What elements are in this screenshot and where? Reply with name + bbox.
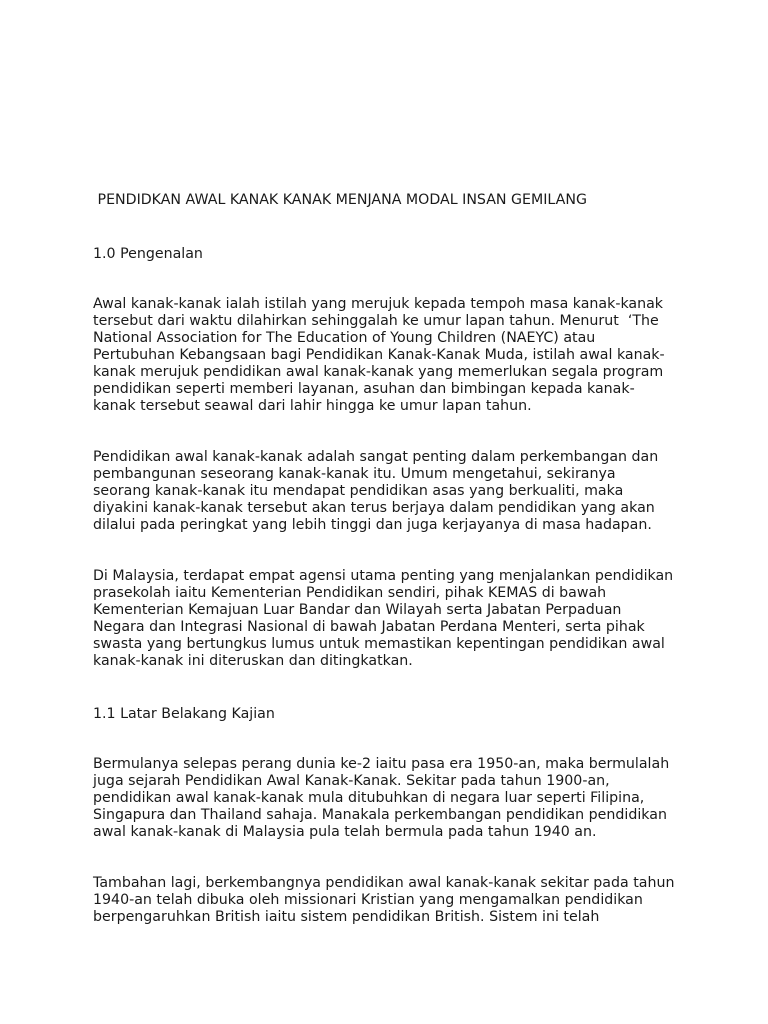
paragraph-line: Negara dan Integrasi Nasional di bawah Jabatan Perdana Menteri, serta pihak	[93, 619, 645, 635]
paragraph-awal-kanak-kanak	[93, 296, 733, 415]
paragraph-line: berpengaruhkan British iaitu sistem pendidikan British. Sistem ini telah	[93, 909, 600, 925]
paragraph-kepentingan-pendidikan	[93, 449, 733, 534]
paragraph-line: diyakini kanak-kanak tersebut akan terus berjaya dalam pendidikan yang akan	[93, 500, 655, 516]
paragraph-line: swasta yang bertungkus lumus untuk memastikan kepentingan pendidikan awal	[93, 636, 665, 652]
paragraph-line: kanak merujuk pendidikan awal kanak-kanak yang memerlukan segala program	[93, 364, 664, 380]
paragraph-line: tersebut dari waktu dilahirkan sehinggalah ke umur lapan tahun. Menurut ‘The	[93, 313, 659, 329]
paragraph-line: juga sejarah Pendidikan Awal Kanak-Kanak. Sekitar pada tahun 1900-an,	[93, 773, 610, 789]
paragraph-line: pendidikan awal kanak-kanak mula ditubuhkan di negara luar seperti Filipina,	[93, 790, 645, 806]
paragraph-line: awal kanak-kanak di Malaysia pula telah bermula pada tahun 1940 an.	[93, 824, 597, 840]
paragraph-sejarah-pendidikan	[93, 756, 733, 841]
paragraph-line: 1940-an telah dibuka oleh missionari Kristian yang mengamalkan pendidikan	[93, 892, 643, 908]
paragraph-line: Di Malaysia, terdapat empat agensi utama penting yang menjalankan pendidikan	[93, 568, 674, 584]
paragraph-line: kanak tersebut seawal dari lahir hingga ke umur lapan tahun.	[93, 398, 532, 414]
paragraph-line: National Association for The Education of Young Children (NAEYC) atau	[93, 330, 596, 346]
paragraph-line: pendidikan seperti memberi layanan, asuhan dan bimbingan kepada kanak-	[93, 381, 635, 397]
paragraph-line: Kementerian Kemajuan Luar Bandar dan Wilayah serta Jabatan Perpaduan	[93, 602, 622, 618]
paragraph-line: Awal kanak-kanak ialah istilah yang merujuk kepada tempoh masa kanak-kanak	[93, 296, 664, 312]
paragraph-line: Bermulanya selepas perang dunia ke-2 iaitu pasa era 1950-an, maka bermulalah	[93, 756, 670, 772]
paragraph-line: seorang kanak-kanak itu mendapat pendidikan asas yang berkualiti, maka	[93, 483, 624, 499]
paragraph-line: Pendidikan awal kanak-kanak adalah sangat penting dalam perkembangan dan	[93, 449, 659, 465]
paragraph-missionari-kristian	[93, 875, 733, 926]
section-heading-latar-belakang: 1.1 Latar Belakang Kajian	[93, 706, 275, 722]
paragraph-line: pembangunan seseorang kanak-kanak itu. Umum mengetahui, sekiranya	[93, 466, 616, 482]
paragraph-line: Pertubuhan Kebangsaan bagi Pendidikan Kanak-Kanak Muda, istilah awal kanak-	[93, 347, 665, 363]
document-title: PENDIDKAN AWAL KANAK KANAK MENJANA MODAL INSAN GEMILANG	[93, 192, 587, 208]
paragraph-line: kanak-kanak ini diteruskan dan ditingkatkan.	[93, 653, 413, 669]
paragraph-line: prasekolah iaitu Kementerian Pendidikan sendiri, pihak KEMAS di bawah	[93, 585, 607, 601]
paragraph-line: Singapura dan Thailand sahaja. Manakala perkembangan pendidikan pendidikan	[93, 807, 667, 823]
paragraph-agensi-malaysia	[93, 568, 733, 670]
paragraph-line: Tambahan lagi, berkembangnya pendidikan awal kanak-kanak sekitar pada tahun	[93, 875, 675, 891]
section-heading-pengenalan: 1.0 Pengenalan	[93, 246, 203, 262]
paragraph-line: dilalui pada peringkat yang lebih tinggi dan juga kerjayanya di masa hadapan.	[93, 517, 652, 533]
